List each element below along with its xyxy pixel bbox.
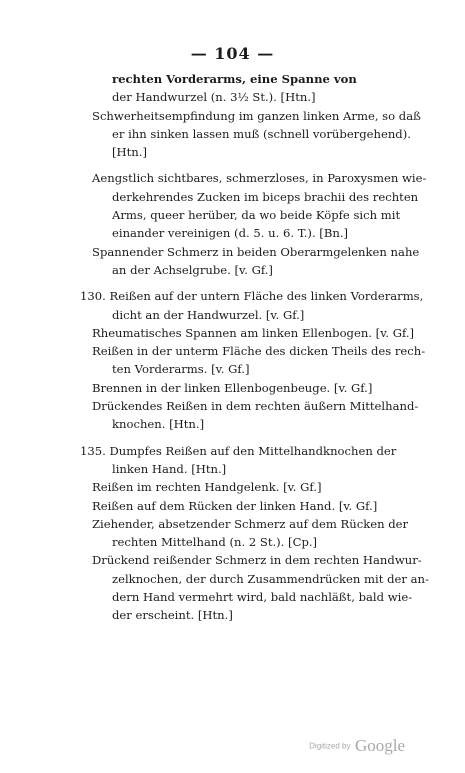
text-line: Brennen in der linken Ellenbogenbeuge. [v. Gf.] (92, 380, 373, 395)
page-number: — 104 — (190, 44, 275, 63)
text-line: an der Achselgrube. [v. Gf.] (112, 262, 273, 277)
text-line: dern Hand vermehrt wird, bald nachläßt, bald wie- (112, 590, 413, 605)
text-line: Reißen in der unterm Fläche des dicken Theils des rech- (92, 344, 426, 359)
text-line: der erscheint. [Htn.] (112, 608, 233, 623)
text-line: ten Vorderarms. [v. Gf.] (112, 362, 250, 377)
text-line: Rheumatisches Spannen am linken Ellenbogen. [v. Gf.] (92, 325, 415, 340)
text-line: dicht an der Handwurzel. [v. Gf.] (112, 307, 305, 322)
text-line: der Handwurzel (n. 3½ St.). [Htn.] (112, 90, 316, 105)
text-line: Drückendes Reißen in dem rechten äußern Mittelhand- (92, 399, 419, 414)
text-line: Ziehender, absetzender Schmerz auf dem Rücken der (92, 516, 409, 531)
text-line: Aengstlich sichtbares, schmerzloses, in Paroxysmen wie- (92, 171, 427, 186)
text-line: Schwerheitsempfindung im ganzen linken Arme, so daß (92, 108, 421, 123)
text-line: einander vereinigen (d. 5. u. 6. T.). [Bn.] (112, 226, 349, 241)
text-line: Reißen im rechten Handgelenk. [v. Gf.] (92, 480, 322, 495)
text-line: [Htn.] (112, 145, 147, 160)
text-line: rechten Mittelhand (n. 2 St.). [Cp.] (112, 535, 318, 550)
text-line: er ihn sinken lassen muß (schnell vorübergehend). (112, 126, 411, 141)
text-line: Spannender Schmerz in beiden Oberarmgelenken nahe (92, 244, 420, 259)
text-block (80, 70, 429, 625)
text-line: knochen. [Htn.] (112, 417, 205, 432)
text-line: derkehrendes Zucken im biceps brachii des rechten (112, 189, 419, 204)
text-line: zelknochen, der durch Zusammendrücken mit der an- (112, 571, 429, 586)
text-line: linken Hand. [Htn.] (112, 461, 227, 476)
numbered-entry-135: 135. Dumpfes Reißen auf den Mittelhandknochen der (80, 443, 397, 458)
google-logo: Google (354, 736, 405, 755)
digitized-by-label: Digitized by (309, 741, 351, 751)
text-line: rechten Vorderarms, eine Spanne von (112, 72, 357, 86)
text-line: Arms, queer herüber, da wo beide Köpfe sich mit (112, 208, 401, 223)
text-line: Drückend reißender Schmerz in dem rechten Handwur- (92, 553, 422, 568)
numbered-entry-130: 130. Reißen auf der untern Fläche des linken Vorderarms, (80, 289, 424, 304)
digitized-by-google-watermark (309, 736, 405, 756)
text-line: Reißen auf dem Rücken der linken Hand. [v. Gf.] (92, 498, 378, 513)
